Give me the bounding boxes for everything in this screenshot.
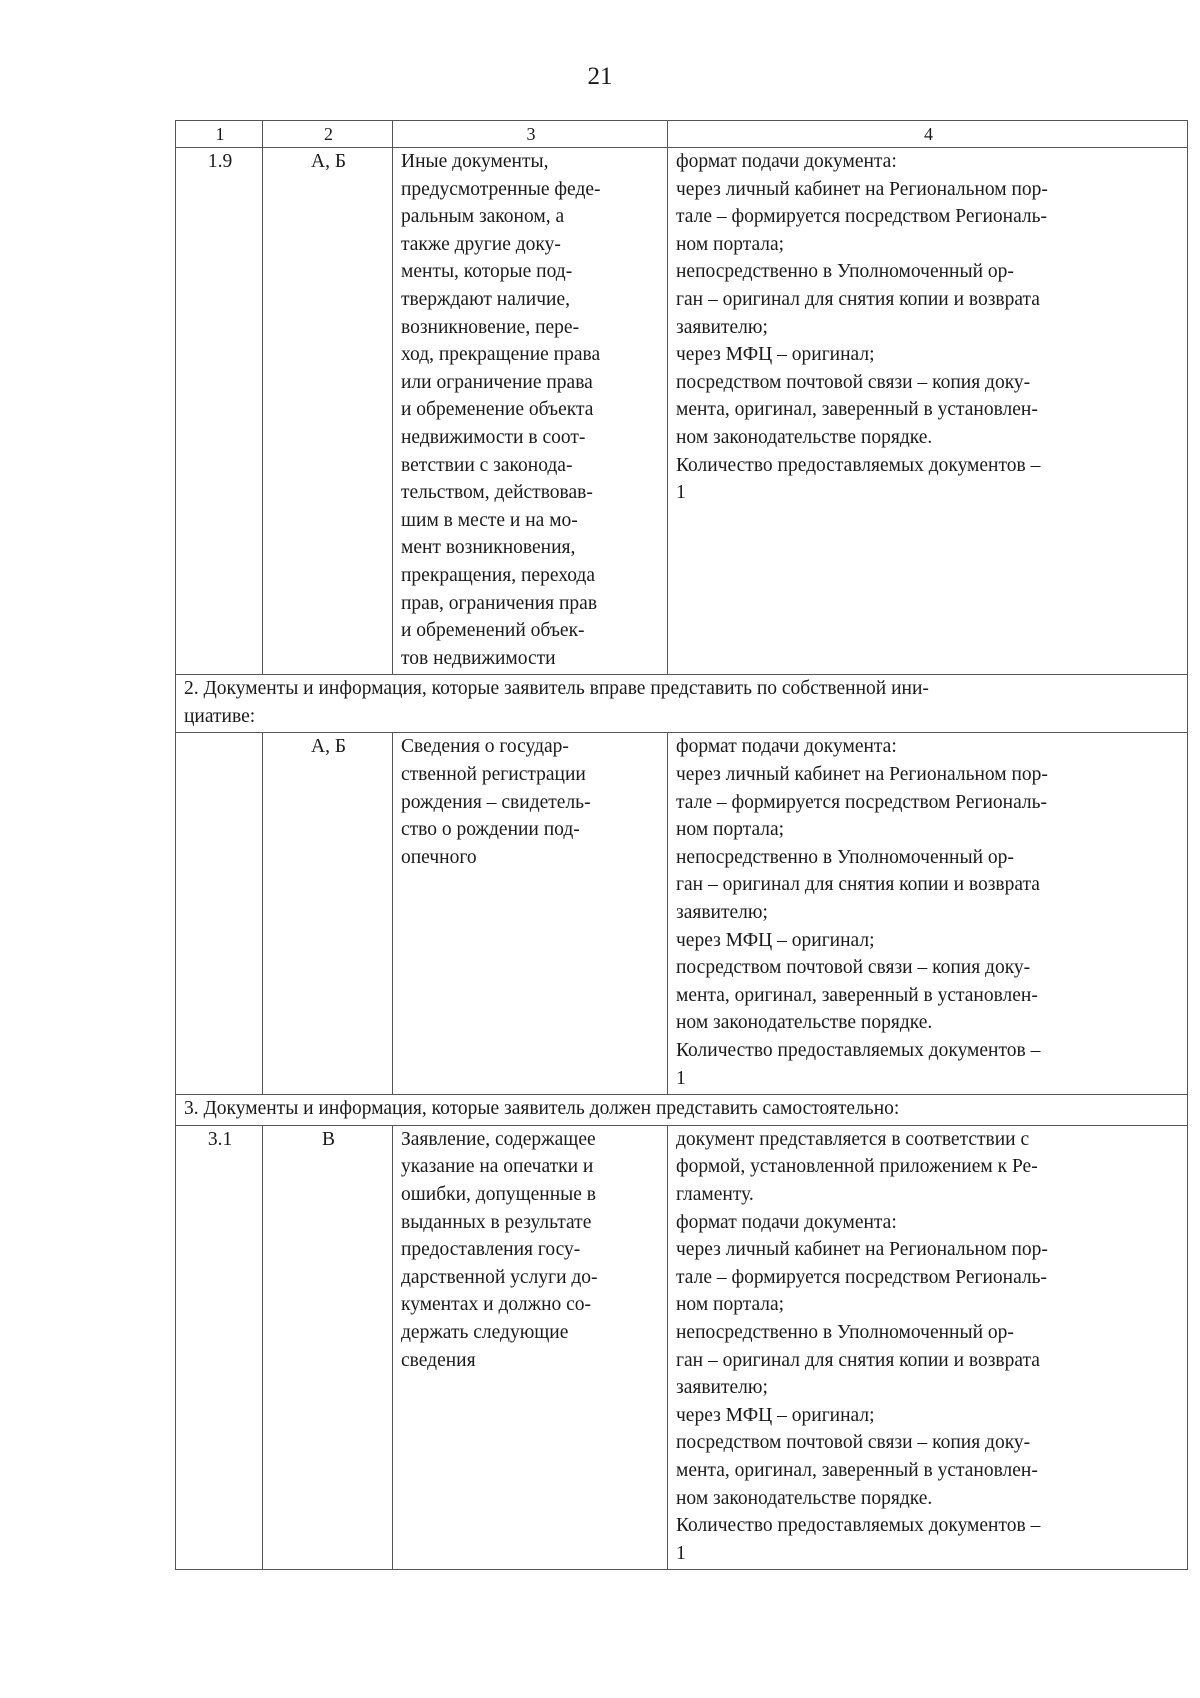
text-line: 1 — [676, 1067, 686, 1089]
text-line: заявителю; — [676, 316, 768, 338]
text-line: тале – формируется посредством Региональ- — [676, 791, 1048, 813]
text-line: тельством, действовав- — [401, 482, 593, 504]
text-line: или ограничение права — [401, 371, 593, 393]
section-3-heading — [176, 1095, 1188, 1126]
text-line: ном законодательстве порядке. — [676, 426, 933, 448]
text-line: ном портала; — [676, 233, 785, 255]
text-line: и обременений объек- — [401, 620, 585, 642]
text-line: кументах и должно со- — [401, 1294, 592, 1316]
text-line: через МФЦ – оригинал; — [676, 344, 875, 366]
text-line: гламенту. — [676, 1183, 754, 1205]
text-line: возникновение, пере- — [401, 316, 580, 338]
text-line: посредством почтовой связи – копия доку- — [676, 1432, 1031, 1454]
text-line: непосредственно в Уполномоченный ор- — [676, 846, 1014, 868]
text-line: тале – формируется посредством Региональ- — [676, 206, 1048, 228]
documents-table — [175, 120, 1188, 1570]
text-line: ном портала; — [676, 819, 785, 841]
text-line: Количество предоставляемых документов – — [676, 454, 1041, 476]
text-line: Иные документы, — [401, 151, 549, 172]
text-line: заявителю; — [676, 1377, 768, 1399]
text-line: опечного — [401, 846, 477, 868]
text-line: мента, оригинал, заверенный в установлен- — [676, 1459, 1038, 1481]
text-line: ошибки, допущенные в — [401, 1183, 597, 1205]
requirements-cell — [668, 1125, 1188, 1570]
text-line: указание на опечатки и — [401, 1156, 594, 1178]
text-line: формат подачи документа: — [676, 151, 897, 172]
text-line: ственной регистрации — [401, 764, 586, 786]
requirements-cell — [668, 148, 1188, 675]
text-line: посредством почтовой связи – копия доку- — [676, 371, 1031, 393]
text-line: мента, оригинал, заверенный в установлен- — [676, 399, 1038, 421]
text-line: циативе: — [184, 705, 256, 727]
text-line: шим в месте и на мо- — [401, 509, 578, 531]
text-line: ральным законом, а — [401, 206, 565, 228]
text-line: тов недвижимости — [401, 647, 556, 669]
applicant-category: А, Б — [263, 148, 393, 675]
text-line: документ представляется в соответствии с — [676, 1128, 1030, 1150]
text-line: тале – формируется посредством Региональ- — [676, 1266, 1048, 1288]
document-name-cell — [393, 1125, 668, 1570]
row-number: 1.9 — [176, 148, 263, 675]
page-number: 21 — [587, 63, 613, 90]
text-line: предоставления госу- — [401, 1239, 581, 1261]
text-line: прекращения, перехода — [401, 564, 595, 586]
text-line: ган – оригинал для снятия копии и возврата — [676, 288, 1040, 310]
text-line: ном портала; — [676, 1294, 785, 1316]
section-2-row — [176, 675, 1188, 733]
header-col-4: 4 — [668, 121, 1188, 148]
text-line: формат подачи документа: — [676, 1211, 897, 1233]
text-line: ган – оригинал для снятия копии и возврата — [676, 874, 1040, 896]
text-line: Заявление, содержащее — [401, 1128, 596, 1150]
text-line: ветствии с законода- — [401, 454, 573, 476]
text-line: 1 — [676, 482, 686, 504]
header-row — [176, 121, 1188, 148]
section-2-heading — [176, 675, 1188, 733]
document-name-cell — [393, 148, 668, 675]
row-number — [176, 733, 263, 1095]
text-line: формат подачи документа: — [676, 736, 897, 758]
header-col-2: 2 — [263, 121, 393, 148]
table-row-2 — [176, 733, 1188, 1095]
document-name-cell — [393, 733, 668, 1095]
text-line: Количество предоставляемых документов – — [676, 1040, 1041, 1061]
text-line: через МФЦ – оригинал; — [676, 1404, 875, 1426]
text-line: через личный кабинет на Региональном пор- — [676, 1239, 1048, 1261]
text-line: выданных в результате — [401, 1211, 592, 1233]
text-line: ном законодательстве порядке. — [676, 1012, 933, 1034]
text-line: через личный кабинет на Региональном пор- — [676, 764, 1048, 786]
header-col-3: 3 — [393, 121, 668, 148]
text-line: Сведения о государ- — [401, 736, 569, 758]
text-line: также другие доку- — [401, 233, 561, 255]
text-line: рождения – свидетель- — [401, 791, 591, 813]
text-line: менты, которые под- — [401, 261, 573, 283]
text-line: ном законодательстве порядке. — [676, 1487, 933, 1509]
text-line: через личный кабинет на Региональном пор- — [676, 178, 1048, 200]
applicant-category: А, Б — [263, 733, 393, 1095]
text-line: недвижимости в соот- — [401, 426, 586, 448]
text-line: формой, установленной приложением к Ре- — [676, 1156, 1038, 1178]
requirements-cell — [668, 733, 1188, 1095]
text-line: мента, оригинал, заверенный в установлен- — [676, 984, 1038, 1006]
text-line: Количество предоставляемых документов – — [676, 1515, 1041, 1537]
text-line: непосредственно в Уполномоченный ор- — [676, 1321, 1014, 1343]
text-line: ство о рождении под- — [401, 819, 580, 841]
text-line: дарственной услуги до- — [401, 1266, 598, 1288]
text-line: предусмотренные феде- — [401, 178, 601, 200]
row-number: 3.1 — [176, 1125, 263, 1570]
text-line: заявителю; — [676, 902, 768, 924]
text-line: ган – оригинал для снятия копии и возврата — [676, 1349, 1040, 1371]
section-3-row — [176, 1095, 1188, 1126]
table-row-1-9 — [176, 148, 1188, 675]
text-line: сведения — [401, 1349, 476, 1371]
text-line: 1 — [676, 1542, 686, 1564]
text-line: ход, прекращение права — [401, 344, 601, 366]
applicant-category: В — [263, 1125, 393, 1570]
text-line: непосредственно в Уполномоченный ор- — [676, 261, 1014, 283]
text-line: тверждают наличие, — [401, 288, 570, 310]
table-row-3-1 — [176, 1125, 1188, 1570]
text-line: прав, ограничения прав — [401, 592, 598, 614]
text-line: 2. Документы и информация, которые заявитель вправе представить по собственной ини- — [184, 678, 929, 700]
text-line: через МФЦ – оригинал; — [676, 929, 875, 951]
text-line: мент возникновения, — [401, 537, 576, 559]
text-line: посредством почтовой связи – копия доку- — [676, 957, 1031, 979]
text-line: 3. Документы и информация, которые заявитель должен представить самостоятельно: — [184, 1098, 900, 1120]
text-line: держать следующие — [401, 1321, 569, 1343]
text-line: и обременение объекта — [401, 399, 594, 421]
header-col-1: 1 — [176, 121, 263, 148]
